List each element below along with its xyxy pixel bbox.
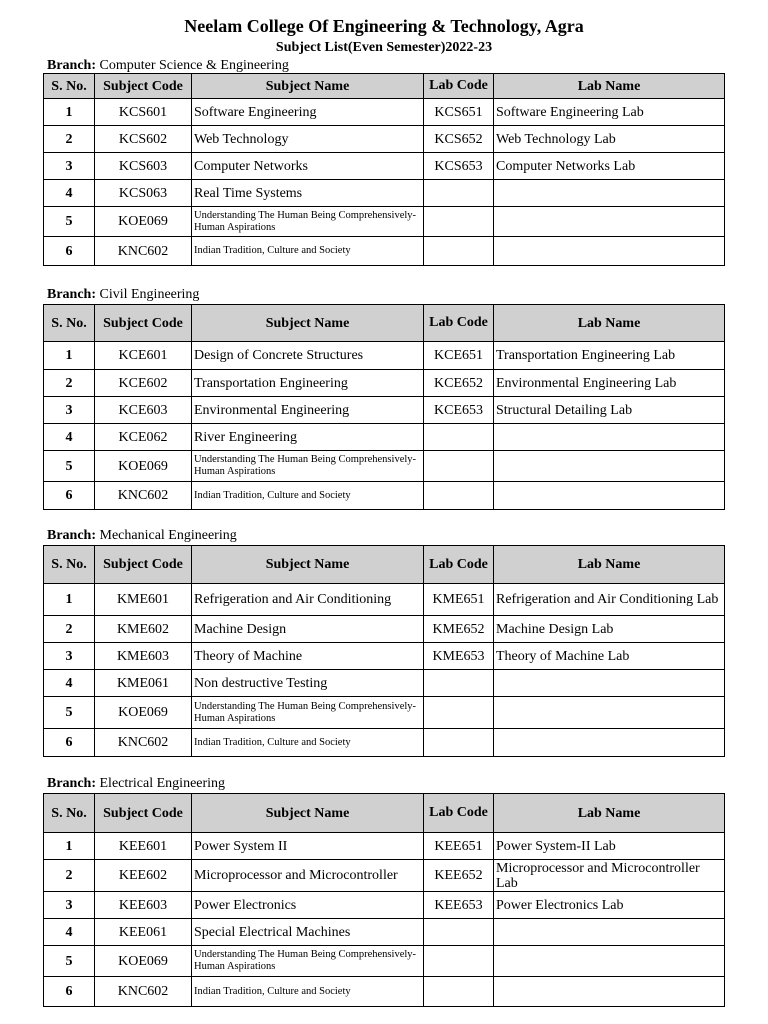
col-subject-name-header: Subject Name <box>192 305 424 342</box>
col-sno-cell: 6 <box>44 482 95 510</box>
table-row <box>44 342 725 370</box>
table-row <box>44 451 725 482</box>
col-subject-code-cell: KEE061 <box>95 919 192 946</box>
branch-heading <box>47 777 225 791</box>
col-subject-code-cell: KCS601 <box>95 99 192 126</box>
col-lab-code-cell: KCE653 <box>424 397 494 424</box>
table-row <box>44 833 725 860</box>
col-lab-name-cell: Environmental Engineering Lab <box>494 370 725 397</box>
branch-label: Branch: <box>47 528 96 543</box>
col-lab-name-cell <box>494 207 725 237</box>
col-sno-cell: 5 <box>44 946 95 977</box>
col-lab-code-header: Lab Code <box>424 74 494 99</box>
col-subject-name-cell: Software Engineering <box>192 99 424 126</box>
branch-name: Electrical Engineering <box>99 776 226 791</box>
table-row <box>44 482 725 510</box>
col-subject-name-cell: Design of Concrete Structures <box>192 342 424 370</box>
col-sno-cell: 1 <box>44 833 95 860</box>
table-row <box>44 207 725 237</box>
col-sno-cell: 6 <box>44 977 95 1007</box>
col-subject-code-cell: KCE602 <box>95 370 192 397</box>
col-subject-name-cell: Indian Tradition, Culture and Society <box>192 977 424 1007</box>
col-lab-code-header: Lab Code <box>424 305 494 342</box>
col-subject-name-cell: Special Electrical Machines <box>192 919 424 946</box>
col-subject-name-cell: Transportation Engineering <box>192 370 424 397</box>
table-row <box>44 643 725 670</box>
col-lab-code-cell <box>424 946 494 977</box>
branch-label: Branch: <box>47 287 96 302</box>
branch-name: Mechanical Engineering <box>99 528 237 543</box>
col-subject-name-cell: Power Electronics <box>192 892 424 919</box>
col-lab-name-header: Lab Name <box>494 794 725 833</box>
table-row <box>44 697 725 729</box>
col-lab-code-cell: KCE651 <box>424 342 494 370</box>
col-subject-code-cell: KCE601 <box>95 342 192 370</box>
table-row <box>44 237 725 266</box>
col-lab-code-cell: KEE651 <box>424 833 494 860</box>
col-subject-code-cell: KCE062 <box>95 424 192 451</box>
col-subject-name-cell: Indian Tradition, Culture and Society <box>192 237 424 266</box>
col-sno-cell: 6 <box>44 729 95 757</box>
table-row <box>44 99 725 126</box>
col-subject-code-cell: KOE069 <box>95 946 192 977</box>
col-subject-code-cell: KCE603 <box>95 397 192 424</box>
subject-table <box>43 73 725 266</box>
col-subject-name-header: Subject Name <box>192 794 424 833</box>
col-lab-name-cell: Power Electronics Lab <box>494 892 725 919</box>
col-sno-cell: 4 <box>44 670 95 697</box>
col-lab-code-cell <box>424 729 494 757</box>
table-row <box>44 153 725 180</box>
col-subject-code-cell: KNC602 <box>95 237 192 266</box>
col-lab-code-cell <box>424 237 494 266</box>
col-subject-code-cell: KOE069 <box>95 451 192 482</box>
col-lab-code-cell <box>424 977 494 1007</box>
col-sno-cell: 3 <box>44 892 95 919</box>
col-lab-name-cell <box>494 946 725 977</box>
col-subject-code-header: Subject Code <box>95 74 192 99</box>
col-lab-name-cell <box>494 424 725 451</box>
table-row <box>44 397 725 424</box>
col-subject-code-cell: KEE601 <box>95 833 192 860</box>
col-lab-name-cell <box>494 237 725 266</box>
subject-table <box>43 793 725 1007</box>
table-row <box>44 584 725 616</box>
col-subject-name-cell: Non destructive Testing <box>192 670 424 697</box>
col-subject-code-cell: KEE603 <box>95 892 192 919</box>
table-row <box>44 860 725 892</box>
col-subject-code-cell: KOE069 <box>95 207 192 237</box>
col-subject-code-cell: KCS063 <box>95 180 192 207</box>
subject-table <box>43 304 725 510</box>
col-subject-name-cell: Refrigeration and Air Conditioning <box>192 584 424 616</box>
col-sno-cell: 4 <box>44 424 95 451</box>
col-lab-name-cell <box>494 451 725 482</box>
col-subject-name-cell: Microprocessor and Microcontroller <box>192 860 424 892</box>
col-lab-name-header: Lab Name <box>494 546 725 584</box>
col-lab-name-cell <box>494 670 725 697</box>
col-subject-name-cell: River Engineering <box>192 424 424 451</box>
col-subject-name-header: Subject Name <box>192 546 424 584</box>
col-lab-code-cell <box>424 670 494 697</box>
col-lab-name-cell: Web Technology Lab <box>494 126 725 153</box>
col-sno-cell: 3 <box>44 153 95 180</box>
col-lab-name-cell: Power System-II Lab <box>494 833 725 860</box>
col-lab-name-cell: Computer Networks Lab <box>494 153 725 180</box>
col-lab-code-cell: KME652 <box>424 616 494 643</box>
col-lab-code-cell: KME653 <box>424 643 494 670</box>
col-subject-code-cell: KEE602 <box>95 860 192 892</box>
col-lab-code-cell <box>424 180 494 207</box>
col-lab-name-cell: Microprocessor and Microcontroller Lab <box>494 860 725 892</box>
col-sno-header: S. No. <box>44 546 95 584</box>
col-subject-name-cell: Machine Design <box>192 616 424 643</box>
col-lab-name-cell <box>494 919 725 946</box>
table-header-row <box>44 794 725 833</box>
col-subject-code-header: Subject Code <box>95 305 192 342</box>
col-lab-code-cell: KCS651 <box>424 99 494 126</box>
col-sno-cell: 2 <box>44 616 95 643</box>
col-lab-name-cell <box>494 977 725 1007</box>
col-sno-cell: 5 <box>44 697 95 729</box>
col-lab-code-cell <box>424 424 494 451</box>
col-subject-code-cell: KOE069 <box>95 697 192 729</box>
col-subject-name-cell: Real Time Systems <box>192 180 424 207</box>
subject-table <box>43 545 725 757</box>
col-sno-cell: 3 <box>44 643 95 670</box>
page-title: Neelam College Of Engineering & Technology, Agra <box>184 16 584 36</box>
col-lab-code-cell <box>424 207 494 237</box>
branch-label: Branch: <box>47 58 96 73</box>
page-subtitle: Subject List(Even Semester)2022-23 <box>275 40 493 55</box>
col-lab-code-header: Lab Code <box>424 794 494 833</box>
col-subject-name-cell: Power System II <box>192 833 424 860</box>
table-row <box>44 946 725 977</box>
table-row <box>44 892 725 919</box>
col-sno-cell: 2 <box>44 860 95 892</box>
table-row <box>44 126 725 153</box>
col-lab-code-header: Lab Code <box>424 546 494 584</box>
col-lab-code-cell: KCS653 <box>424 153 494 180</box>
branch-heading <box>47 59 289 73</box>
col-lab-name-header: Lab Name <box>494 305 725 342</box>
col-lab-name-cell: Refrigeration and Air Conditioning Lab <box>494 584 725 616</box>
col-subject-code-cell: KME602 <box>95 616 192 643</box>
col-subject-name-cell: Indian Tradition, Culture and Society <box>192 729 424 757</box>
table-row <box>44 977 725 1007</box>
table-row <box>44 180 725 207</box>
col-sno-header: S. No. <box>44 305 95 342</box>
col-sno-cell: 2 <box>44 370 95 397</box>
branch-name: Computer Science & Engineering <box>99 58 289 73</box>
col-subject-code-cell: KNC602 <box>95 977 192 1007</box>
col-sno-cell: 4 <box>44 180 95 207</box>
col-lab-name-cell: Transportation Engineering Lab <box>494 342 725 370</box>
branch-heading <box>47 288 199 302</box>
col-lab-code-cell: KME651 <box>424 584 494 616</box>
col-lab-code-cell: KEE652 <box>424 860 494 892</box>
branch-label: Branch: <box>47 776 96 791</box>
col-subject-code-cell: KCS603 <box>95 153 192 180</box>
branch-name: Civil Engineering <box>99 287 200 302</box>
col-subject-name-cell: Indian Tradition, Culture and Society <box>192 482 424 510</box>
col-subject-code-cell: KME601 <box>95 584 192 616</box>
col-sno-cell: 6 <box>44 237 95 266</box>
col-lab-name-cell: Machine Design Lab <box>494 616 725 643</box>
col-lab-name-cell <box>494 482 725 510</box>
table-header-row <box>44 546 725 584</box>
table-row <box>44 616 725 643</box>
col-subject-name-cell: Understanding The Human Being Comprehensively-Human Aspirations <box>192 697 424 729</box>
col-lab-code-cell <box>424 919 494 946</box>
col-lab-name-cell <box>494 729 725 757</box>
col-sno-cell: 4 <box>44 919 95 946</box>
col-lab-code-cell: KEE653 <box>424 892 494 919</box>
col-lab-code-cell <box>424 451 494 482</box>
table-row <box>44 919 725 946</box>
branch-heading <box>47 529 237 543</box>
col-subject-code-cell: KNC602 <box>95 482 192 510</box>
col-subject-code-header: Subject Code <box>95 546 192 584</box>
col-lab-name-cell <box>494 180 725 207</box>
col-subject-code-cell: KME603 <box>95 643 192 670</box>
col-lab-name-cell <box>494 697 725 729</box>
col-sno-cell: 1 <box>44 342 95 370</box>
col-lab-name-cell: Structural Detailing Lab <box>494 397 725 424</box>
col-subject-name-cell: Theory of Machine <box>192 643 424 670</box>
col-sno-header: S. No. <box>44 794 95 833</box>
col-lab-code-cell: KCE652 <box>424 370 494 397</box>
col-lab-code-cell <box>424 697 494 729</box>
col-subject-name-header: Subject Name <box>192 74 424 99</box>
col-lab-code-cell: KCS652 <box>424 126 494 153</box>
col-subject-code-cell: KNC602 <box>95 729 192 757</box>
table-header-row <box>44 74 725 99</box>
col-subject-name-cell: Web Technology <box>192 126 424 153</box>
col-lab-name-cell: Theory of Machine Lab <box>494 643 725 670</box>
col-sno-header: S. No. <box>44 74 95 99</box>
table-row <box>44 424 725 451</box>
col-subject-code-cell: KME061 <box>95 670 192 697</box>
col-sno-cell: 3 <box>44 397 95 424</box>
col-subject-code-cell: KCS602 <box>95 126 192 153</box>
col-subject-name-cell: Understanding The Human Being Comprehensively-Human Aspirations <box>192 451 424 482</box>
col-lab-name-cell: Software Engineering Lab <box>494 99 725 126</box>
col-sno-cell: 5 <box>44 451 95 482</box>
table-row <box>44 370 725 397</box>
col-subject-name-cell: Computer Networks <box>192 153 424 180</box>
col-subject-name-cell: Understanding The Human Being Comprehensively-Human Aspirations <box>192 946 424 977</box>
table-row <box>44 670 725 697</box>
col-subject-code-header: Subject Code <box>95 794 192 833</box>
col-sno-cell: 1 <box>44 99 95 126</box>
col-sno-cell: 5 <box>44 207 95 237</box>
col-subject-name-cell: Understanding The Human Being Comprehensively-Human Aspirations <box>192 207 424 237</box>
table-row <box>44 729 725 757</box>
col-sno-cell: 1 <box>44 584 95 616</box>
col-lab-code-cell <box>424 482 494 510</box>
col-sno-cell: 2 <box>44 126 95 153</box>
col-lab-name-header: Lab Name <box>494 74 725 99</box>
table-header-row <box>44 305 725 342</box>
col-subject-name-cell: Environmental Engineering <box>192 397 424 424</box>
